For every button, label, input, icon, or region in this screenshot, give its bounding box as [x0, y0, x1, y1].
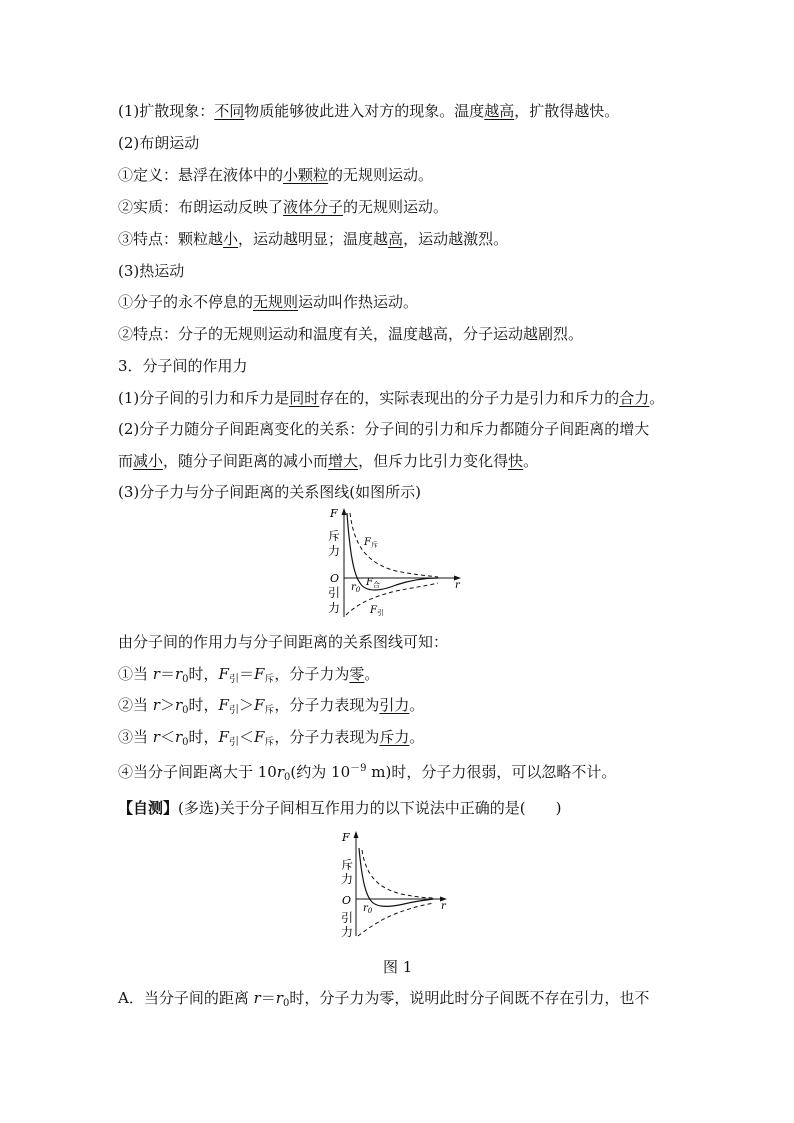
blank-answer: 无规则	[253, 293, 299, 311]
figure-caption: 图 1	[383, 958, 413, 976]
y-label-li: 力	[341, 872, 354, 886]
y-label-F: F	[330, 507, 338, 520]
condition-3: ③当 $r<r_0$时，$F_引<F_斥$，分子力表现为斥力。	[118, 728, 425, 748]
origin-label: O	[342, 894, 352, 907]
blank-answer: 合力	[619, 389, 650, 407]
x-label-r: r	[441, 901, 446, 912]
x-label-r: r	[455, 580, 460, 591]
para-brownian-essence: ②实质：布朗运动反映了液体分子的无规则运动。	[118, 198, 449, 216]
para-force-3: (3)分子力与分子间距离的关系图线(如图所示)	[118, 483, 421, 501]
condition-2: ②当 $r>r_0$时，$F_引>F_斥$，分子力表现为引力。	[118, 696, 425, 716]
option-a: A．当分子间的距离 $r=r_0$时，分子力为零，说明此时分子间既不存在引力，也不	[118, 989, 650, 1009]
label-F-chi: $F_斥$	[364, 537, 378, 549]
y-label-li: 力	[328, 544, 341, 558]
label-F-yin: $F_引$	[370, 605, 384, 617]
blank-answer: 增大	[328, 452, 359, 470]
blank-answer: 小颗粒	[283, 166, 329, 184]
para-conclusion: 由分子间的作用力与分子间距离的关系图线可知：	[118, 633, 449, 651]
heading-thermal: (3)热运动	[118, 262, 185, 280]
heading-force: 3．分子间的作用力	[118, 357, 248, 375]
para-diffusion: (1)扩散现象：不同物质能够彼此进入对方的现象。温度越高，扩散得越快。	[118, 102, 620, 120]
y-axis-arrow	[354, 831, 359, 838]
repulsion-curve	[362, 850, 434, 898]
selftest-figure	[336, 826, 456, 941]
blank-answer: 斥力	[379, 728, 410, 746]
heading-brownian: (2)布朗运动	[118, 134, 200, 152]
blank-answer: 不同	[214, 102, 245, 120]
blank-answer: 小	[223, 230, 239, 248]
para-brownian-def: ①定义：悬浮在液体中的小颗粒的无规则运动。	[118, 166, 434, 184]
y-axis-arrow	[342, 508, 347, 515]
force-distance-figure	[326, 505, 466, 625]
r0-label: $r_0$	[351, 582, 361, 594]
y-label-yin: 引	[341, 911, 354, 925]
blank-answer: 引力	[379, 696, 410, 714]
para-thermal-feature: ②特点：分子的无规则运动和温度有关，温度越高，分子运动越剧烈。	[118, 325, 584, 343]
y-label-chi: 斥	[328, 529, 341, 543]
para-force-1: (1)分子间的引力和斥力是同时存在的，实际表现出的分子力是引力和斥力的合力。	[118, 389, 665, 407]
condition-1: ①当 $r=r_0$时，$F_引=F_斥$，分子力为零。	[118, 665, 380, 685]
y-label-li2: 力	[341, 925, 354, 939]
para-thermal-def: ①分子的永不停息的无规则运动叫作热运动。	[118, 293, 419, 311]
y-label-li2: 力	[328, 601, 341, 615]
blank-answer: 高	[388, 230, 404, 248]
condition-4: ④当分子间距离大于 $10r_0$(约为 $10^{-9}$ m)时，分子力很弱，可以忽略不计。	[118, 763, 617, 783]
origin-label: O	[330, 572, 340, 585]
blank-answer: 同时	[289, 389, 320, 407]
blank-answer: 零	[349, 665, 365, 683]
para-force-2: (2)分子力随分子间距离变化的关系：分子间的引力和斥力都随分子间距离的增大	[118, 420, 650, 438]
blank-answer: 减小	[133, 452, 164, 470]
y-label-F: F	[342, 831, 350, 844]
para-brownian-feature: ③特点：颗粒越小，运动越明显；温度越高，运动越激烈。	[118, 230, 509, 248]
blank-answer: 越高	[484, 102, 515, 120]
selftest-tag: 【自测】	[118, 799, 179, 817]
blank-answer: 快	[508, 452, 524, 470]
r0-label: $r_0$	[363, 903, 373, 915]
selftest-question: 【自测】(多选)关于分子间相互作用力的以下说法中正确的是( )	[118, 799, 562, 817]
blank-answer: 液体分子	[283, 198, 344, 216]
y-label-chi: 斥	[341, 858, 354, 872]
y-label-yin: 引	[328, 586, 341, 600]
para-force-2b: 而减小，随分子间距离的减小而增大，但斥力比引力变化得快。	[118, 452, 539, 470]
label-F-he: $F_合$	[366, 577, 380, 589]
